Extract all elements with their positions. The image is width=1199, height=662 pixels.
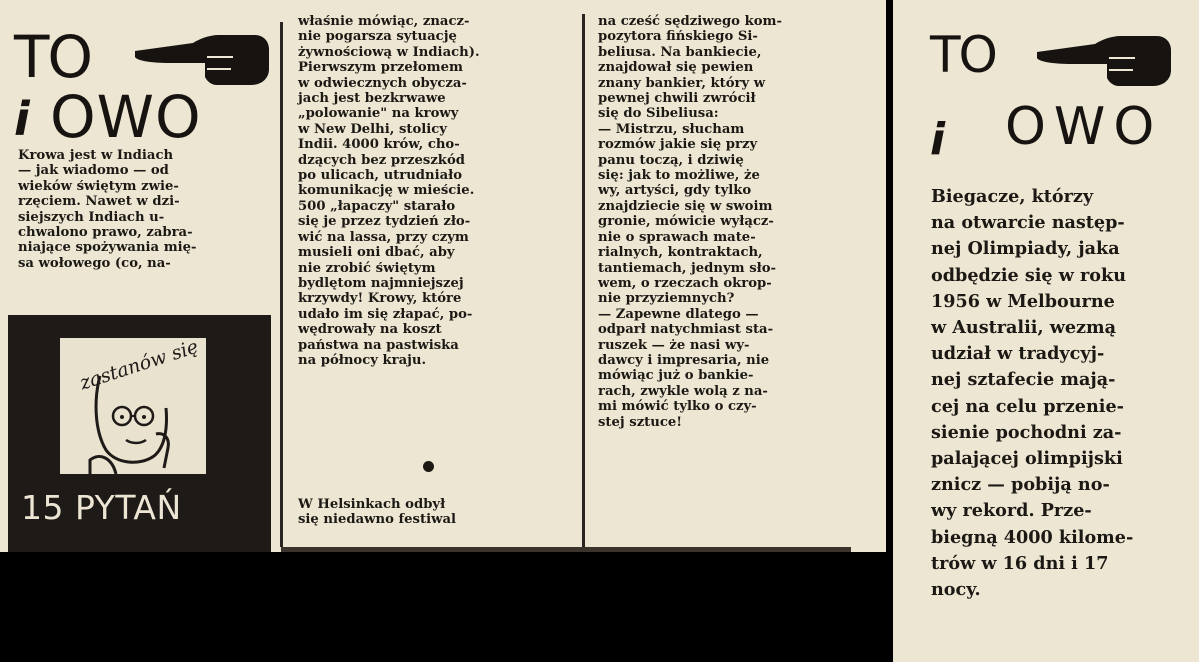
article-cows-continued: właśnie mówiąc, znacz- nie pogarsza sytuację żywnościową w Indiach). Pierwszym przełomem w odwiecznych obycza- jach jest bezkrwawe „polowanie" na krowy w New Delhi, stolicy Indii. 4000 krów, cho- dzących bez przeszkód po ulicach, utrudniało komunikację w mieście. 500 „łapaczy" starało się je przez tydzień zło- wić na lassa, przy czym musieli oni dbać, aby nie zrobić świętym bydlętom najmniejszej krzywdy! Krowy, które udało im się złapać, po- wędrowały na koszt państwa na pastwiska na północy kraju. [298,14,480,368]
heading-owo: OWO [50,83,202,151]
column-rule [582,14,585,547]
heading-i: i [14,92,30,146]
heading-to: TO [930,26,996,84]
heading-to: TO [14,23,92,91]
thinking-face-icon [60,338,206,474]
pointing-hand-icon [1030,30,1178,88]
panel-label: 15 PYTAŃ [21,488,182,527]
newspaper-clipping-right [893,0,1199,662]
thinking-face-illustration [60,338,206,474]
article-helsinki-continued: na cześć sędziwego kom- pozytora fińskiego Si- beliusa. Na bankiecie, znajdował się pewien znany bankier, który w pewnej chwili zwrócił się do Sibeliusa: — Mistrzu, słucham rozmów jakie się przy panu toczą, i dziwię się: jak to możliwe, że wy, artyści, gdy tylko znajdziecie się w swoim gronie, mówicie wyłącz- nie o sprawach mate- rialnych, kontraktach, tantiemach, jednym sło- wem, o rzeczach okrop- nie przyziemnych? — Zapewne dlatego — odparł natychmiast sta- ruszek — że nasi wy- dawcy i impresaria, nie mówiąc już o bankie- rach, zwykle wolą z na- mi mówić tylko o czy- stej sztuce! [598,14,782,430]
separator-dot [423,461,434,472]
article-helsinki-start: W Helsinkach odbył się niedawno festiwal [298,497,456,528]
heading-owo: OWO [1005,97,1163,157]
bottom-rule [281,547,851,552]
panel-caption: zastanów się [77,338,202,395]
column-rule [280,22,283,547]
heading-i: i [930,114,946,165]
pointing-hand-icon [133,29,271,87]
article-cows-start: Krowa jest w Indiach — jak wiadomo — od wieków świętym zwie- rzęciem. Nawet w dzi- siejszych Indiach u- chwalono prawo, zabra- niające spożywania mię- sa wołowego (co, na- [18,148,197,271]
article-olympic-relay: Biegacze, którzy na otwarcie następ- nej Olimpiady, jaka odbędzie się w roku 1956 w Melbourne w Australii, wezmą udział w tradycyj- nej sztafecie mają- cej na celu przenie- sienie pochodni za- palającej olimpijski znicz — pobiją no- wy rekord. Prze- biegną 4000 kilome- trów w 16 dni i 17 nocy. [931,186,1134,601]
fifteen-questions-panel [8,315,271,552]
